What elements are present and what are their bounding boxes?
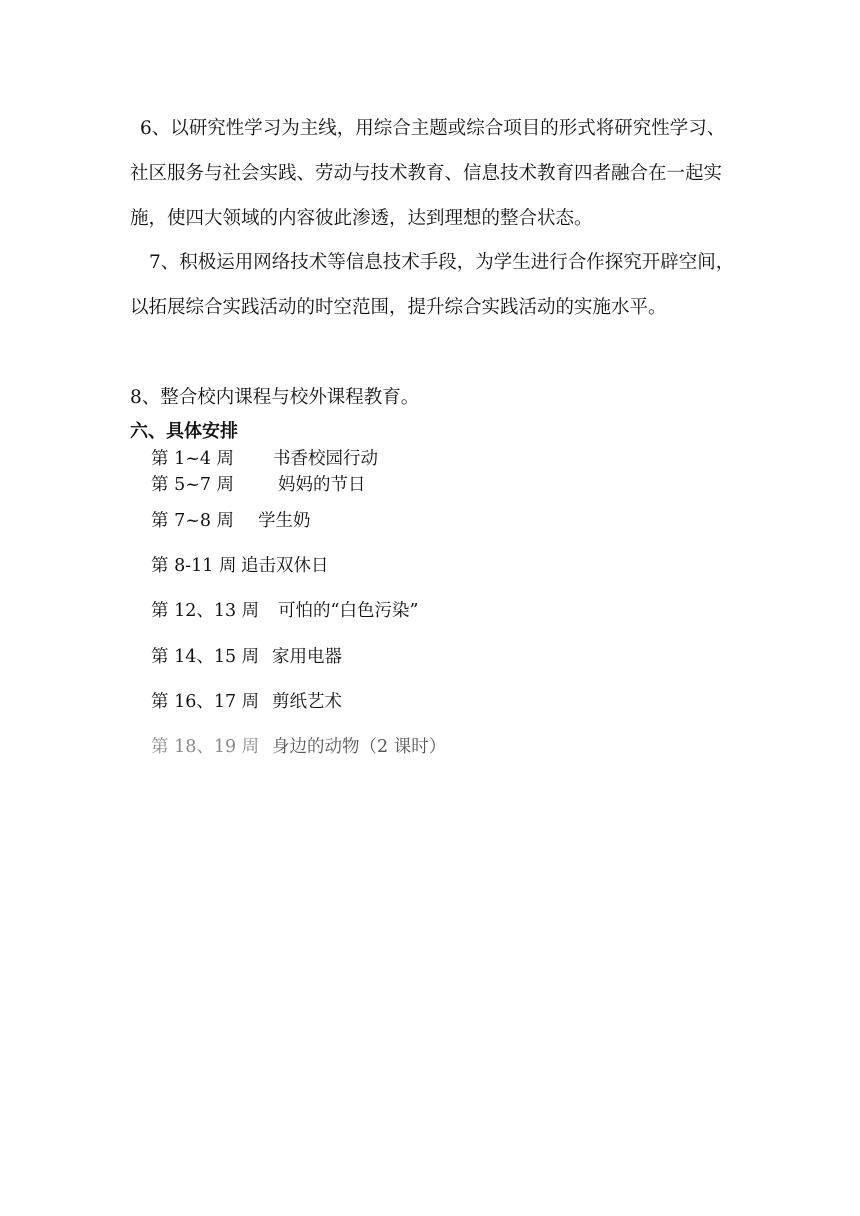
schedule-weeks: 第 18、19 周 — [151, 737, 260, 757]
schedule-row — [151, 689, 342, 715]
schedule-activity: 妈妈的节日 — [278, 475, 366, 495]
schedule-activity: 书香校园行动 — [273, 449, 378, 469]
schedule-row — [151, 644, 342, 670]
schedule-activity: 家用电器 — [272, 647, 342, 667]
schedule-weeks: 第 16、17 周 — [151, 692, 260, 712]
schedule-activity: 身边的动物（2 课时） — [272, 737, 447, 757]
schedule-row — [151, 553, 329, 579]
paragraph-item-6: 6、以研究性学习为主线，用综合主题或综合项目的形式将研究性学习、社区服务与社会实践、劳动与技术教育、信息技术教育四者融合在一起实施，使四大领域的内容彼此渗透，达到理想的整合状态。 — [130, 118, 726, 229]
schedule-row — [151, 734, 446, 760]
section-heading-schedule: 六、具体安排 — [130, 421, 238, 442]
schedule-row — [151, 598, 418, 624]
schedule-activity: 学生奶 — [258, 511, 311, 531]
schedule-row — [151, 472, 366, 498]
schedule-weeks: 第 5~7 周 — [151, 475, 235, 495]
paragraph-item-7: 7、积极运用网络技术等信息技术手段，为学生进行合作探究开辟空间，以拓展综合实践活动的时空范围，提升综合实践活动的实施水平。 — [130, 252, 735, 318]
schedule-row — [151, 508, 311, 534]
schedule-weeks: 第 1~4 周 — [151, 449, 235, 469]
schedule-weeks: 第 14、15 周 — [151, 647, 260, 667]
schedule-activity: 可怕的“白色污染” — [278, 601, 419, 621]
schedule-weeks: 第 12、13 周 — [151, 601, 260, 621]
paragraph-item-8: 8、整合校内课程与校外课程教育。 — [130, 387, 420, 408]
schedule-activity: 剪纸艺术 — [272, 692, 342, 712]
schedule-activity: 追击双休日 — [241, 556, 329, 576]
schedule-weeks: 第 8-11 周 — [151, 556, 237, 576]
schedule-row — [151, 446, 378, 472]
schedule-weeks: 第 7~8 周 — [151, 511, 235, 531]
